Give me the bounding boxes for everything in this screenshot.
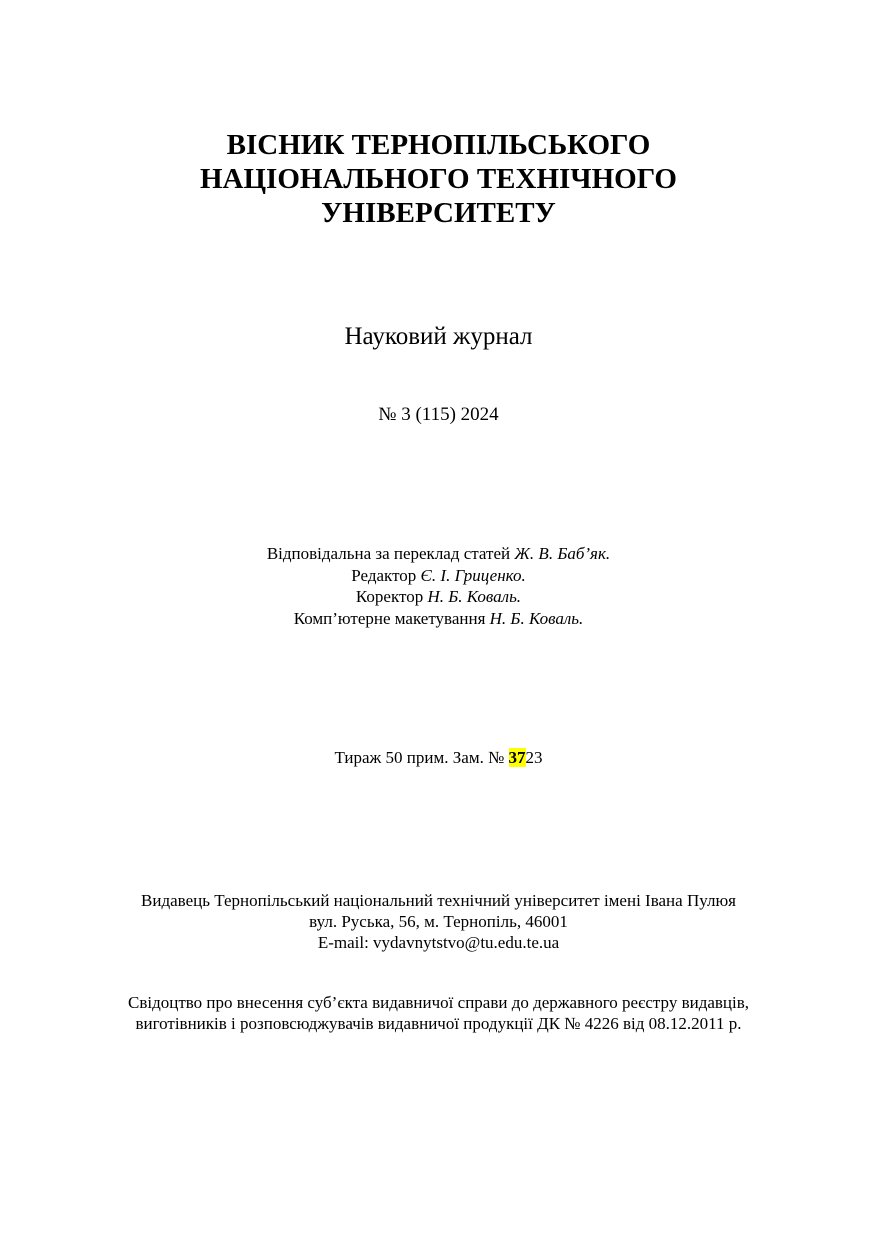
journal-title (0, 128, 877, 230)
editor-credit (0, 565, 877, 587)
issue-number: № 3 (115) 2024 (378, 404, 499, 425)
print-run-suffix: 23 (525, 748, 543, 767)
layout-label: Комп’ютерне макетування (293, 608, 490, 628)
journal-subtitle: Науковий журнал (344, 323, 533, 350)
layout-credit (0, 608, 877, 630)
order-number-highlight: 37 (508, 748, 526, 767)
editor-label: Редактор (351, 565, 421, 585)
editor-name: Є. І. Гриценко. (420, 565, 526, 585)
proofreader-credit (0, 586, 877, 608)
print-run-prefix: Тираж 50 прим. Зам. № (334, 748, 509, 767)
proofreader-label: Коректор (355, 587, 428, 606)
journal-title-line-2: НАЦІОНАЛЬНОГО ТЕХНІЧНОГО (200, 163, 677, 195)
publisher-address: вул. Руська, 56, м. Тернопіль, 46001 (309, 912, 568, 931)
translation-label: Відповідальна за переклад статей (266, 544, 515, 563)
publisher-email: E-mail: vydavnytstvo@tu.edu.te.ua (317, 933, 560, 952)
certificate-block (0, 992, 877, 1034)
publisher-block (0, 890, 877, 953)
translation-name: Ж. В. Баб’як. (514, 544, 611, 563)
credits-block (0, 543, 877, 629)
certificate-line-1: Свідоцтво про внесення суб’єкта видавничої справи до державного реєстру видавців, (127, 993, 750, 1012)
layout-name: Н. Б. Коваль. (489, 608, 584, 628)
journal-title-line-1: ВІСНИК ТЕРНОПІЛЬСЬКОГО (226, 129, 651, 161)
certificate-line-2: виготівників і розповсюджувачів видавничої продукції ДК № 4226 від 08.12.2011 р. (135, 1014, 742, 1033)
print-run-line (0, 747, 877, 769)
proofreader-name: Н. Б. Коваль. (427, 587, 522, 606)
journal-title-line-3: УНІВЕРСИТЕТУ (321, 197, 556, 229)
translation-credit (0, 543, 877, 565)
publisher-name: Видавець Тернопільський національний технічний університет імені Івана Пулюя (141, 891, 736, 910)
